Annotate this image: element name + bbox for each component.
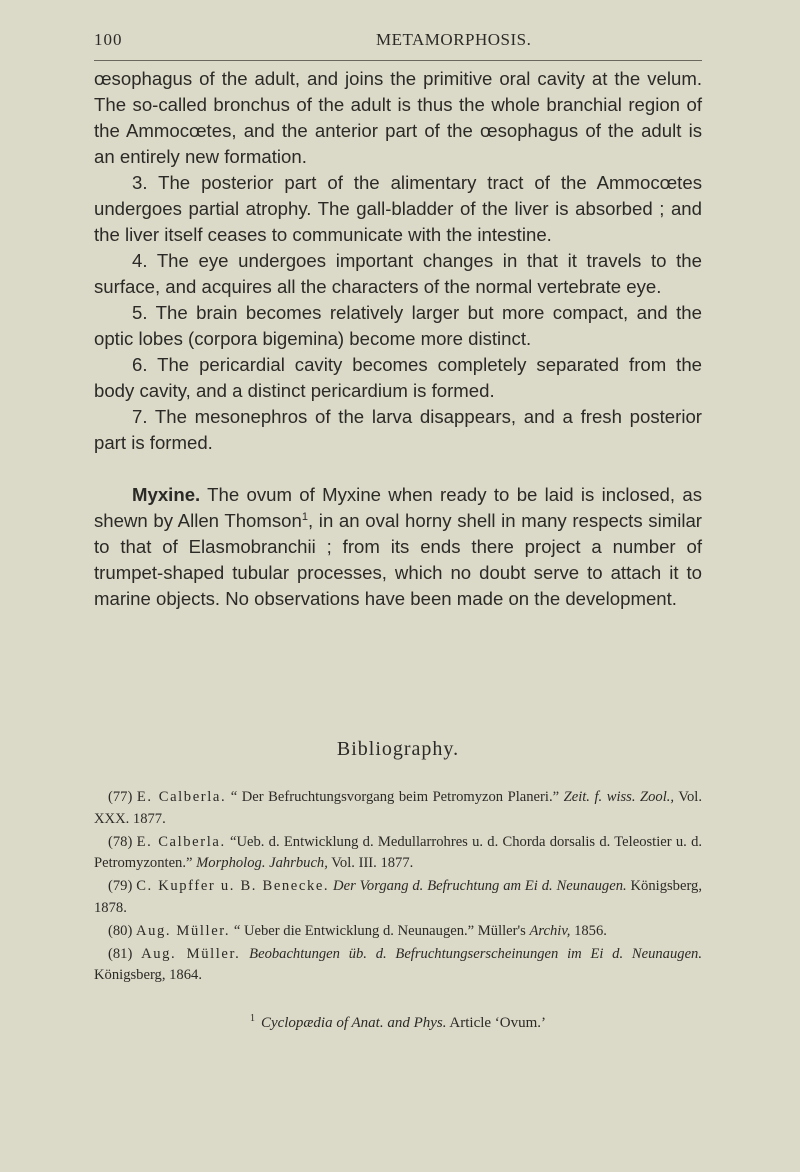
bibliography-list [94,787,702,988]
footnote-source: Cyclopædia of Anat. and Phys. [260,1015,447,1031]
entry-title: Beobachtungen üb. d. Befruchtungserscheinungen im Ei d. Neunaugen. [249,945,702,962]
page-number: 100 [94,30,123,49]
entry-title: “Ueb. d. Entwicklung d. Medullarrohres u. d. Chorda dorsalis d. Teleostier u. d. Petromyzonten.” [94,833,703,871]
entry-details: Vol. XXX. 1877. [94,789,703,827]
bibliography-entry [94,787,702,830]
paragraph-brain: 5. The brain becomes relatively larger but more compact, and the optic lobes (corpora bigemina) become more distinct. [94,302,702,349]
entry-details: 1856. [570,922,607,939]
entry-details: Königsberg, 1864. [94,967,202,983]
myxine-text-before: The ovum of Myxine when ready to be laid is inclosed, as shewn by Allen Thomson [94,484,702,531]
entry-author: E. Calberla. [136,833,226,850]
entry-details: Vol. III. 1877. [327,855,414,871]
entry-author: Aug. Müller. [135,922,231,939]
entry-journal: Archiv, [529,922,571,939]
paragraph-oesophagus: œsophagus of the adult, and joins the primitive oral cavity at the velum. The so-called bronchus of the adult is thus the whole branchial region of the Ammocœtes, and the anterior part of the œsophagus of the adult is an entirely new formation. [94,68,702,167]
entry-title: “ Ueber die Entwicklung d. Neunaugen.” Müller's [233,922,526,939]
entry-number: (80) [108,922,133,939]
body-text [94,66,702,612]
bibliography-entry [94,944,702,987]
entry-number: (77) [108,789,133,805]
header-rule [94,60,702,61]
bibliography-heading: Bibliography. [336,738,460,760]
entry-title: “ Der Befruchtungsvorgang beim Petromyzon Planeri.” [230,789,560,805]
entry-author: Aug. Müller. [141,945,241,962]
entry-journal: Zeit. f. wiss. Zool., [563,789,675,805]
entry-title: Der Vorgang d. Befruchtung am Ei d. Neunaugen. [333,878,627,894]
entry-number: (81) [108,945,133,962]
paragraph-mesonephros: 7. The mesonephros of the larva disappears, and a fresh posterior part is formed. [94,406,702,453]
entry-author: E. Calberla. [136,789,227,805]
paragraph-eye: 4. The eye undergoes important changes in that it travels to the surface, and acquires all the characters of the normal vertebrate eye. [94,250,702,297]
entry-number: (78) [108,833,133,850]
entry-author: C. Kupffer u. B. Benecke. [136,878,330,894]
paragraph-pericardial: 6. The pericardial cavity becomes completely separated from the body cavity, and a distinct pericardium is formed. [94,354,702,401]
bibliography-entry [94,921,702,943]
entry-details: Königsberg, 1878. [94,878,702,916]
myxine-heading: Myxine. [132,484,201,505]
footnote [94,1015,702,1032]
entry-number: (79) [108,878,133,894]
bibliography-entry [94,876,702,919]
entry-journal: Morpholog. Jahrbuch, [196,855,328,871]
footnote-text: Article ‘Ovum.’ [446,1015,547,1031]
paragraph-myxine [94,482,702,612]
footnote-mark: 1 [249,1013,255,1024]
myxine-text-after: , in an oval horny shell in many respects similar to that of Elasmobranchii ; from its ends there project a number of trumpet-shaped tubular processes, which no doubt serve to attach it to marine objects. No observations have been made on the development. [94,510,702,609]
footnote-reference: 1 [301,510,308,523]
running-title: METAMORPHOSIS. [376,30,532,49]
page-header [94,30,702,54]
paragraph-alimentary-tract: 3. The posterior part of the alimentary tract of the Ammocœtes undergoes partial atrophy. The gall-bladder of the liver is absorbed ; and the liver itself ceases to communicate with the intestine. [94,172,702,245]
bibliography-entry [94,832,702,875]
